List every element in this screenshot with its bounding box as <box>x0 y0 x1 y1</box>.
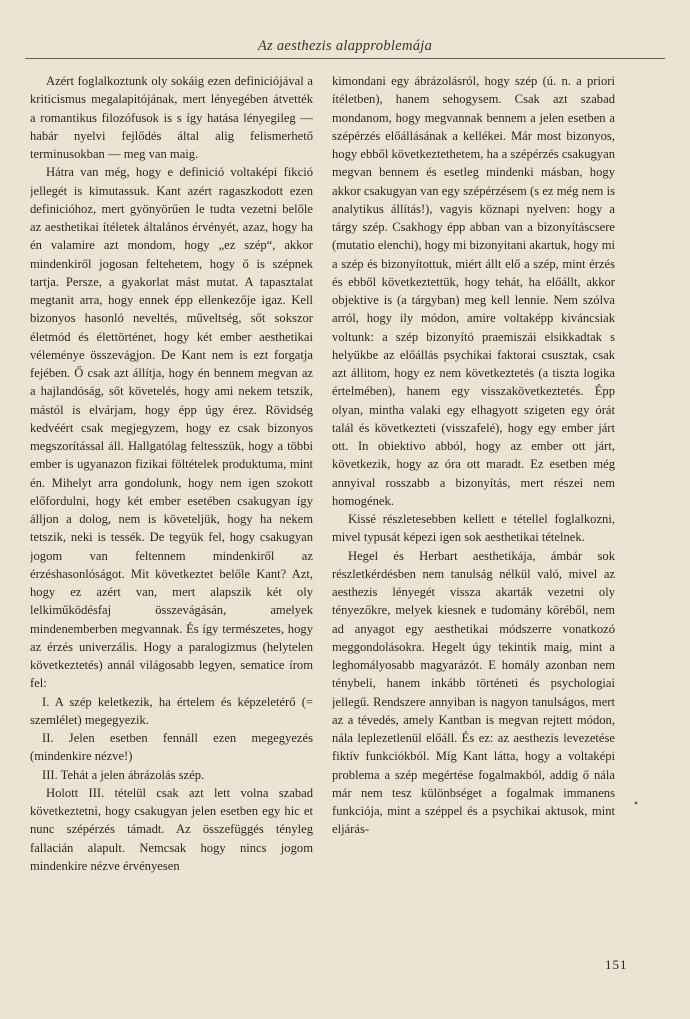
header-rule <box>25 58 665 59</box>
left-closing-paragraph: Holott III. tételül csak azt lett volna szabad következtetni, hogy csakugyan jelen esetben egy hic et nunc szépérzés támadt. Az összefüggés tényleg fallacián alapult. Nemcsak hogy nincs jogom mindenkire nézve érvényesen <box>30 785 313 873</box>
left-column <box>30 72 313 962</box>
right-paragraph-2: Kissé részletesebben kellett e tétellel foglalkozni, mivel typusát képezi igen sok aesthetikai tételnek. <box>332 512 615 545</box>
margin-mark: • <box>634 796 639 810</box>
right-paragraph-1: kimondani egy ábrázolásról, hogy szép (ú. n. a priori ítéletben), hanem sehogysem. Csak azt szabad mondanom, hogy megvannak bennem a jelen esetben a szépérzés előállásának a kellékei. Már most bizonyos, hogy ebből következtethetem, ha a szépérzés csakugyan megvan bennem és esetleg mindenki másban, hogy akkor csakugyan van egy szépérzésem (s ez még nem is analytikus állítás!), vagyis köznapi nyelven: hogy a tárgy szép. Csakhogy épp abban van a bizonyításcsere (mutatio elenchi), hogy mi bizonyitani akartuk, hogy mi a szép és bizonyítottuk, miért állt elő a szép, mint érzés és ebből következtettük, hogy tehát, ha előállt, akkor objektive is (a tárgyban) meg kell lennie. Nem szólva arról, hogy ily módon, amire voltaképp kiváncsiak voltunk: a szép bizonyító praemiszái elsikkadtak s helyükbe az előállás psychikai faktorai csusztak, csak azt állitom, hogy ez nem következtetés (a tiszta logika értelmében), hanem egy visszakövetkeztetés. Épp olyan, mintha valaki egy elhagyott szigeten egy órát talál és következteti (visszafelé), hogy egy ember járt ott. In obiektivo abból, hogy az ember ott járt, következik, hogy az óra ott maradt. Ez esetben még annyival rosszabb a bizonyítás, mert részei nem homogének. <box>332 74 615 508</box>
right-column <box>332 72 615 962</box>
left-paragraph-1: Azért foglalkoztunk oly sokáig ezen definiciójával a kriticismus megalapitójának, mert lényegében átvették a romantikus filozófusok is s így hatása lényegileg — habár nyelvi fejlődés által alig felismerhető terminusokban — meg van maig. <box>30 74 313 161</box>
enumerated-item-1: I. A szép keletkezik, ha értelem és képzeletérő (= szemlélet) megegyezik. <box>30 694 313 727</box>
enumerated-item-3: III. Tehát a jelen ábrázolás szép. <box>42 767 205 782</box>
page-number: 151 <box>605 957 628 972</box>
running-title: Az aesthezis alapproblemája <box>257 38 433 54</box>
enumerated-item-2: II. Jelen esetben fennáll ezen megegyezés (mindenkire nézve!) <box>30 731 313 764</box>
left-paragraph-2: Hátra van még, hogy e definició voltaképi fikció jellegét is kimutassuk. Kant azért ragaszkodott ezen definicióhoz, mert gyönyörűen le tudta vezetni belőle az aesthetikai ítéletek általános érvényét, azaz, hogy ha én valamire azt mondom, hogy „ez szép“, akkor mindenkiről jogosan feltehetem, hogy ő is szépnek tartja. Persze, a gyakorlat mást mutat. A tapasztalat megtanit arra, hogy ennek épp ellenkezője igaz. Kell bizonyos hasonló neveltés, műveltség, sőt sokszor életmód és élettörténet, hogy két ember aesthetikai véleménye összevágjon. De Kant nem is ezt forgatja fejében. Ő csak azt állítja, hogy én bennem megvan az a hajlandóság, sőt követelés, hogy ami nekem tetszik, mástól is elvárjam, hogy épp úgy érez. Rövidség kedvéért csak megjegyzem, hogy ez csak bizonyos megszorítással áll. Hallgatólag feltesszük, hogy a többi ember is ugyanazon fizikai föltételek produktuma, mint én. Mihelyt arra gondolunk, hogy nem igen szokott előfordulni, hogy két ember esetében csakugyan így álljon a dolog, nem is követeljük, hogy ha nekem tetszik, neki is tessék. De tegyük fel, hogy csakugyan jogom van feltennem mindenkiről az érzéshasonlóságot. Mit következtet belőle Kant? Azt, hogy ez azért van, mert alapszik két oly lelkiműködésfaj összevágásán, amelyek mindenemberben megvannak. És így természetes, hogy az érzés univerzális. Hogy a paralogizmus (helytelen következtetés) annál világosabb legyen, sematice írom fel: <box>30 165 313 691</box>
right-paragraph-3: Hegel és Herbart aesthetikája, ámbár sok részletkérdésben nem tanulság nélkül való, mivel az aesthezis lényegét vissza akarták vezetni oly tényezőkre, melyek kiesnek e tudomány köréből, nem ad anyagot egy aesthetikai módszerre vonatkozó meggondolásokra. Hegelt úgy tekintik maig, mint a leghomályosabb magyarázót. E homály azonban nem ténybeli, hanem inkább történeti és psychologiai jellegű. Rendszere annyiban is nagyon tanulságos, mert az a tévedés, amely Kantban is megvan rejtett módon, nála leplezetlenül előáll. És ez: az aesthezis levezetése fiktív funkciókból. Míg Kant látta, hogy a voltaképi problema a szép megértése fogalmakból, addig ő nála már nem tesz különbséget a fogalmak immanens funkciója, mint a széppel és a psychikai aktusok, mint eljárás- <box>332 548 615 837</box>
